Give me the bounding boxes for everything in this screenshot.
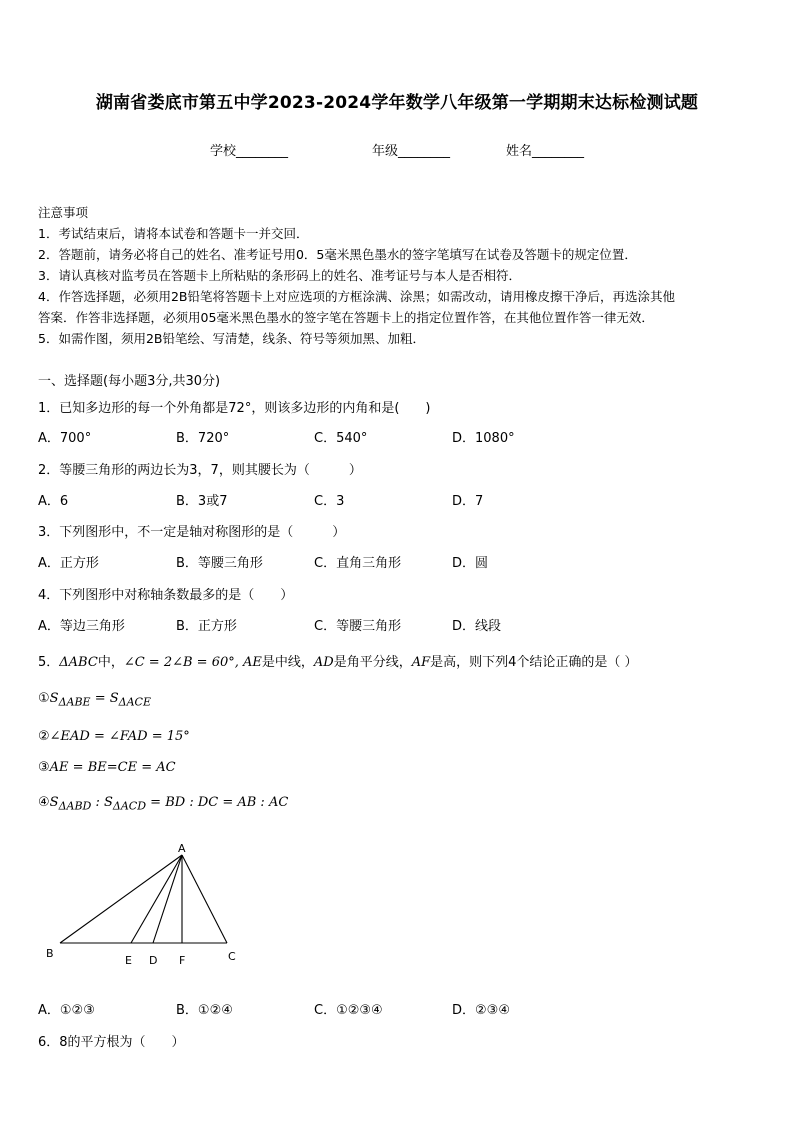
question-4-stem: 4．下列图形中对称轴条数最多的是（ ） [38, 588, 294, 603]
section-heading: 一、选择题(每小题3分,共30分) [38, 374, 221, 389]
q5-conclusion-1 [38, 691, 151, 709]
notice-item: 1．考试结束后，请将本试卷和答题卡一并交回． [38, 226, 309, 241]
q1-option-c: C．540° [314, 431, 368, 446]
segment-ab [60, 855, 182, 943]
question-5-stem [38, 651, 638, 670]
label-d: D [149, 954, 158, 967]
q4-option-a: A．等边三角形 [38, 619, 125, 634]
notice-item: 5．如需作图，须用2B铅笔绘、写清楚，线条、符号等须加黑、加粗． [38, 331, 425, 346]
q5-bisector: AD [313, 655, 334, 670]
q2-option-b: B．3或7 [176, 494, 228, 509]
circled-number-1: ① [38, 691, 50, 706]
q5-option-d: D．②③④ [452, 1003, 510, 1018]
circled-number-4: ④ [38, 795, 50, 810]
q5-option-c: C．①②③④ [314, 1003, 383, 1018]
conclusion-text: ∠EAD = ∠FAD = 15° [49, 729, 190, 744]
q5-text: 是高，则下列4个结论正确的是（ ） [430, 655, 638, 670]
area-symbol: = S [90, 691, 119, 706]
q4-option-c: C．等腰三角形 [314, 619, 402, 634]
label-c: C [228, 950, 236, 963]
conclusion-text: AE = BE=CE = AC [49, 760, 176, 775]
q1-option-d: D．1080° [452, 431, 515, 446]
median-ae [131, 855, 182, 943]
q5-conclusion-3 [38, 760, 176, 775]
q5-triangle: ΔABC [59, 655, 98, 670]
grade-field: 年级________ [372, 144, 451, 159]
name-field: 姓名________ [506, 144, 585, 159]
q5-text: 是中线， [261, 655, 314, 670]
q5-text: 是角平分线， [333, 655, 412, 670]
question-6-stem: 6．8的平方根为（ ） [38, 1035, 185, 1050]
q1-option-b: B．720° [176, 431, 230, 446]
q5-text: 中， [97, 655, 124, 670]
q4-option-b: B．正方形 [176, 619, 237, 634]
triangle-figure [40, 835, 260, 970]
area-subscript: ΔABE [58, 695, 91, 709]
bisector-ad [153, 855, 182, 943]
q5-angle-condition: ∠C = 2∠B = 60°, AE [123, 655, 262, 670]
area-subscript: ΔABD [58, 799, 92, 813]
q1-option-a: A．700° [38, 431, 92, 446]
notice-item: 2．答题前，请务必将自己的姓名、准考证号用0．5毫米黑色墨水的签字笔填写在试卷及答题卡的规定位置． [38, 247, 637, 262]
notice-item: 答案．作答非选择题，必须用05毫米黑色墨水的签字笔在答题卡上的指定位置作答，在其他位置作答一律无效． [38, 310, 654, 325]
q3-option-a: A．正方形 [38, 556, 99, 571]
q4-option-d: D．线段 [452, 619, 502, 634]
circled-number-3: ③ [38, 760, 50, 775]
school-field: 学校________ [210, 144, 289, 159]
q2-option-d: D．7 [452, 494, 484, 509]
question-3-stem: 3．下列图形中，不一定是轴对称图形的是（ ） [38, 525, 346, 540]
conclusion-text: = BD : DC = AB : AC [146, 795, 289, 810]
area-symbol: S [49, 795, 59, 810]
question-1-stem: 1．已知多边形的每一个外角都是72°，则该多边形的内角和是( ) [38, 401, 431, 416]
q5-altitude: AF [411, 655, 431, 670]
q3-option-c: C．直角三角形 [314, 556, 402, 571]
area-symbol: S [49, 691, 59, 706]
area-subscript: ΔACE [118, 695, 151, 709]
q5-number: 5． [38, 655, 60, 670]
q2-option-c: C．3 [314, 494, 345, 509]
q5-conclusion-2 [38, 729, 190, 744]
notice-heading: 注意事项 [38, 205, 89, 220]
label-b: B [46, 947, 54, 960]
notice-item: 4．作答选择题，必须用2B铅笔将答题卡上对应选项的方框涂满、涂黑；如需改动，请用橡皮擦干净后，再选涂其他 [38, 289, 675, 304]
label-e: E [125, 954, 132, 967]
q3-option-d: D．圆 [452, 556, 489, 571]
segment-ac [182, 855, 227, 943]
area-subscript: ΔACD [112, 799, 147, 813]
q5-conclusion-4 [38, 795, 288, 813]
question-2-stem: 2．等腰三角形的两边长为3，7，则其腰长为（ ） [38, 463, 362, 478]
label-a: A [178, 842, 186, 855]
notice-item: 3．请认真核对监考员在答题卡上所粘贴的条形码上的姓名、准考证号与本人是否相符． [38, 268, 521, 283]
circled-number-2: ② [38, 729, 50, 744]
area-symbol: : S [91, 795, 113, 810]
q5-option-a: A．①②③ [38, 1003, 95, 1018]
page-title: 湖南省娄底市第五中学2023-2024学年数学八年级第一学期期末达标检测试题 [95, 93, 699, 113]
q5-option-b: B．①②④ [176, 1003, 233, 1018]
q2-option-a: A．6 [38, 494, 69, 509]
q3-option-b: B．等腰三角形 [176, 556, 263, 571]
label-f: F [179, 954, 186, 967]
